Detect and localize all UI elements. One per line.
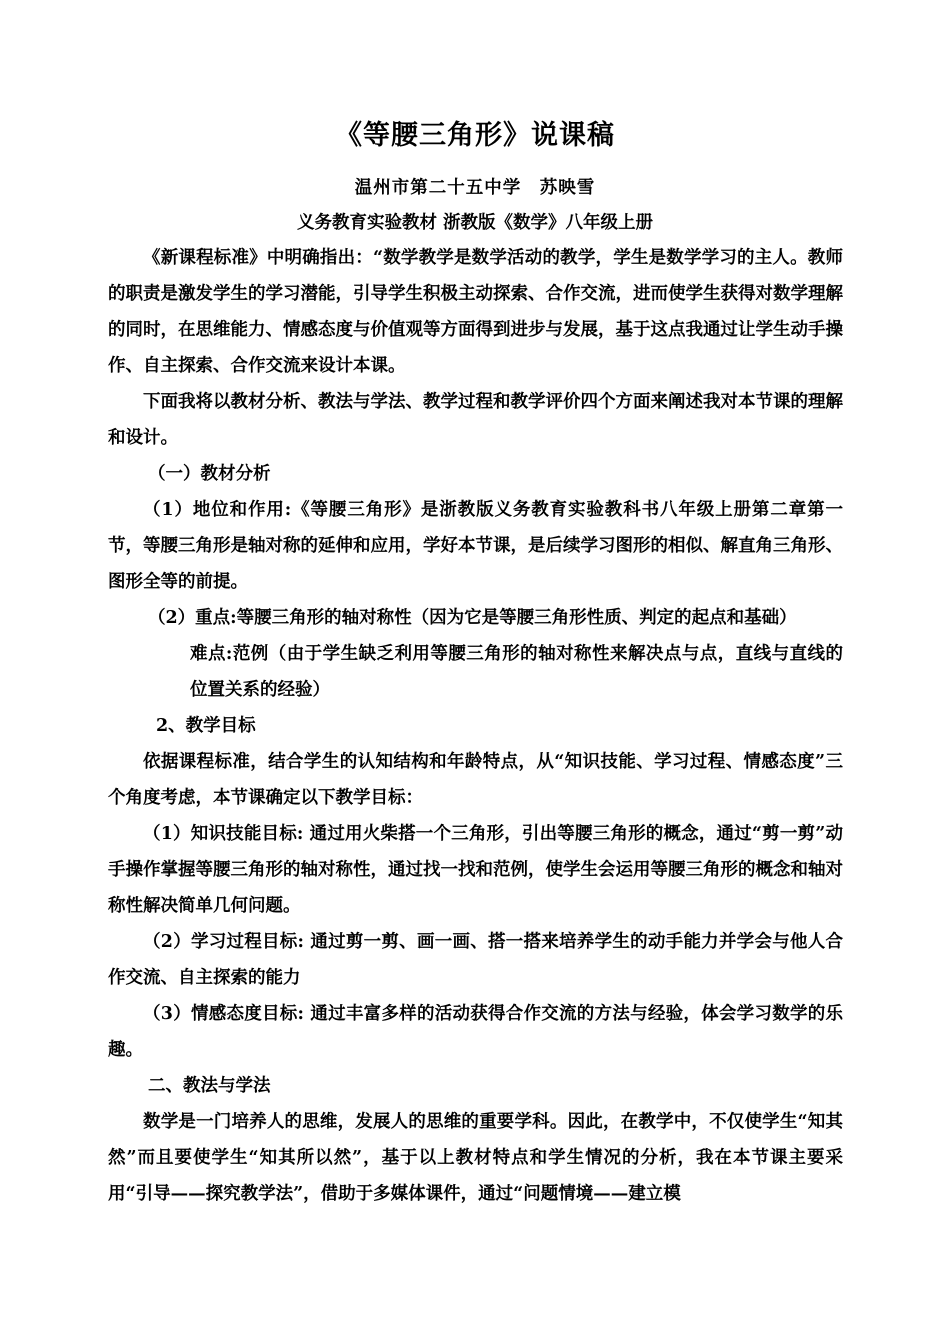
paragraph-attitude-goal: （3）情感态度目标: 通过丰富多样的活动获得合作交流的方法与经验，体会学习数学的乐趣。 <box>108 1004 843 1060</box>
document-body <box>108 240 843 1212</box>
section-heading-teaching-goals: 2、教学目标 <box>156 716 256 736</box>
paragraph-knowledge-goal: （1）知识技能目标: 通过用火柴搭一个三角形，引出等腰三角形的概念，通过“剪一剪”动手操作掌握等腰三角形的轴对称性，通过找一找和范例，使学生会运用等腰三角形的概念和轴对称性解决简单几何问题。 <box>108 824 843 916</box>
paragraph-difficulty: 难点:范例（由于学生缺乏利用等腰三角形的轴对称性来解决点与点，直线与直线的位置关系的经验） <box>190 644 843 700</box>
paragraph-intro: 《新课程标准》中明确指出：“数学教学是数学活动的教学，学生是数学学习的主人。教师的职责是激发学生的学习潜能，引导学生积极主动探索、合作交流，进而使学生获得对数学理解的同时，在思维能力、情感态度与价值观等方面得到进步与发展，基于这点我通过让学生动手操作、自主探索、合作交流来设计本课。 <box>108 248 843 376</box>
paragraph-methods: 数学是一门培养人的思维，发展人的思维的重要学科。因此，在教学中，不仅使学生“知其然”而且要使学生“知其所以然”，基于以上教材特点和学生情况的分析，我在本节课主要采用“引导——探究教学法”，借助于多媒体课件，通过“问题情境——建立模 <box>108 1112 843 1204</box>
paragraph-position-role: （1）地位和作用:《等腰三角形》是浙教版义务教育实验教科书八年级上册第二章第一节，等腰三角形是轴对称的延伸和应用，学好本节课，是后续学习图形的相似、解直角三角形、图形全等的前提。 <box>108 500 843 592</box>
textbook-line: 义务教育实验教材 浙教版《数学》八年级上册 <box>296 213 654 233</box>
document-title: 《等腰三角形》说课稿 <box>335 120 615 151</box>
section-heading-methods: 二、教法与学法 <box>148 1076 271 1096</box>
paragraph-goals-intro: 依据课程标准，结合学生的认知结构和年龄特点，从“知识技能、学习过程、情感态度”三个角度考虑，本节课确定以下教学目标： <box>108 752 843 808</box>
paragraph-overview: 下面我将以教材分析、教法与学法、教学过程和教学评价四个方面来阐述我对本节课的理解和设计。 <box>108 392 843 448</box>
paragraph-key-point: （2）重点:等腰三角形的轴对称性（因为它是等腰三角形性质、判定的起点和基础） <box>148 608 797 628</box>
section-heading-textbook-analysis: （一）教材分析 <box>148 464 271 484</box>
paragraph-process-goal: （2）学习过程目标: 通过剪一剪、画一画、搭一搭来培养学生的动手能力并学会与他人合作交流、自主探索的能力 <box>108 932 843 988</box>
author-line: 温州市第二十五中学 苏映雪 <box>354 178 596 198</box>
